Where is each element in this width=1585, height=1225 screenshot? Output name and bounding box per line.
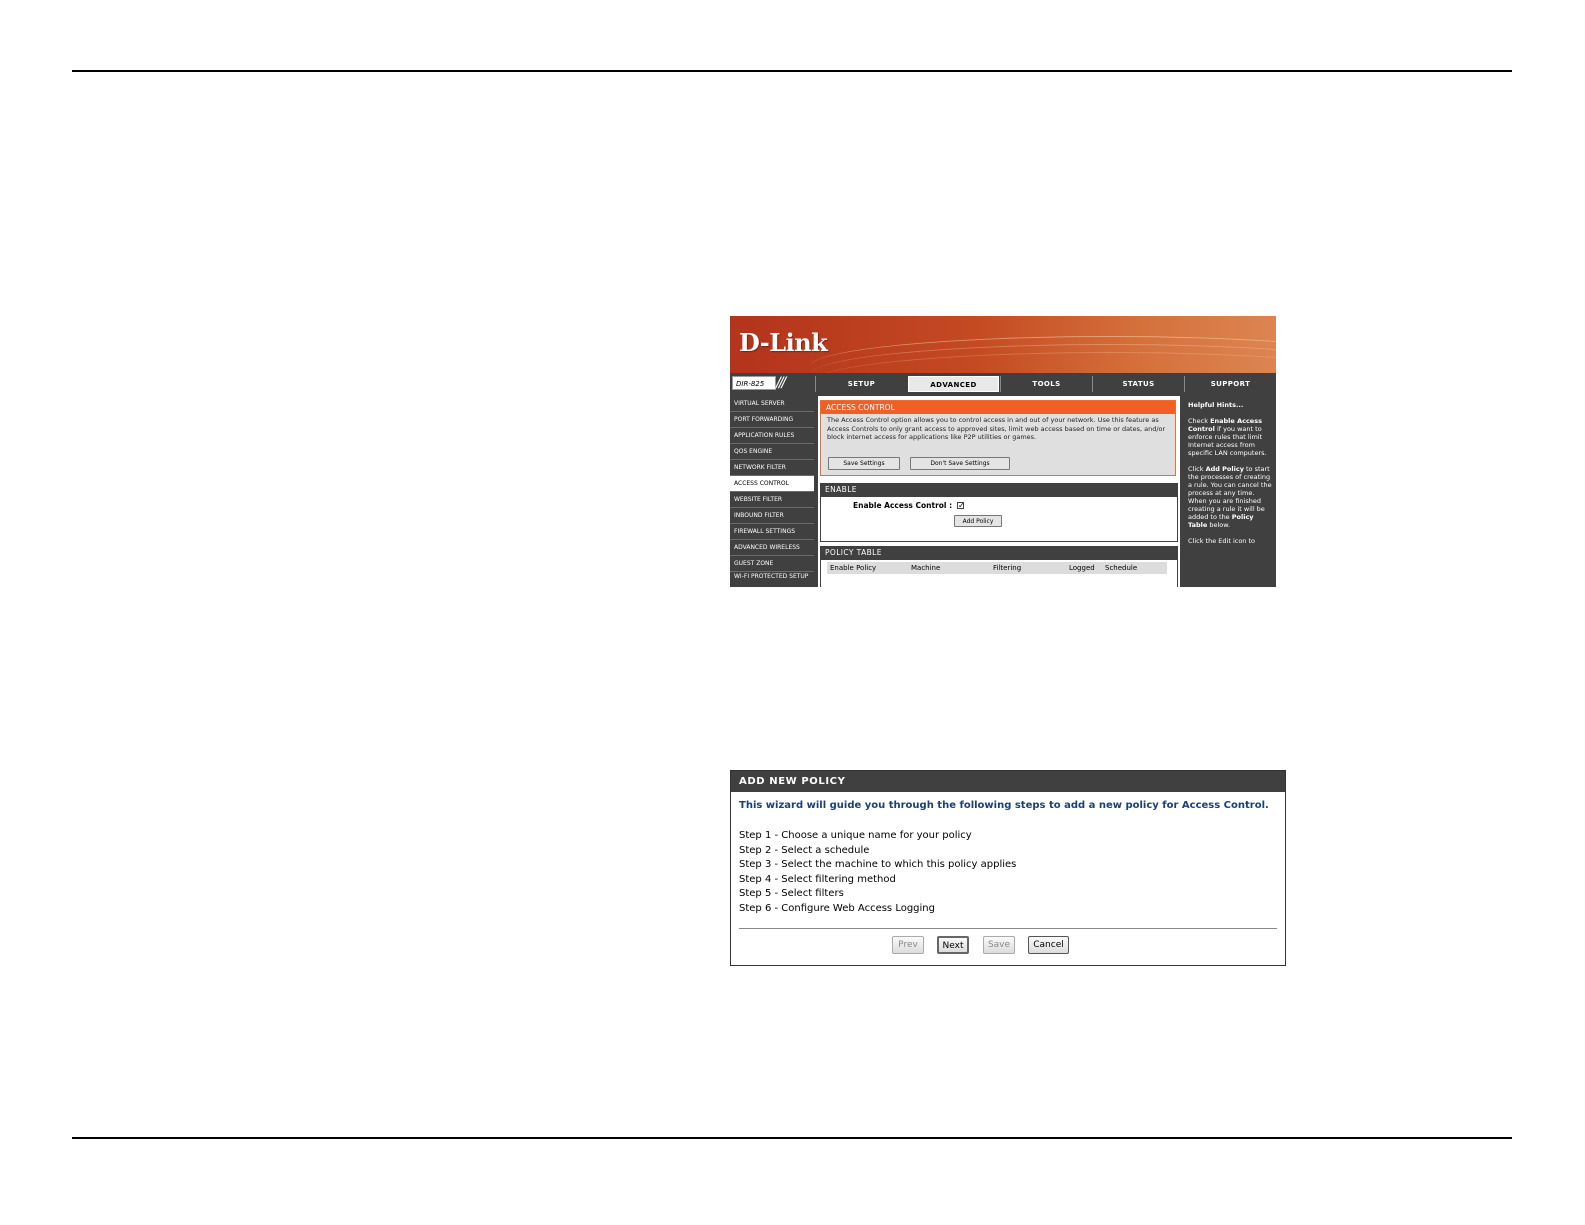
sidebar-item-network-filter[interactable]: NETWORK FILTER	[730, 460, 814, 476]
wizard-steps	[739, 829, 1016, 916]
wizard-step: Step 2 - Select a schedule	[739, 844, 870, 856]
sidebar-item-firewall-settings[interactable]: FIREWALL SETTINGS	[730, 524, 814, 540]
tab-tools[interactable]: TOOLS	[1000, 376, 1092, 392]
sidebar-menu	[730, 396, 814, 587]
sidebar-item-inbound-filter[interactable]: INBOUND FILTER	[730, 508, 814, 524]
dlink-logo: D-Link	[739, 328, 828, 357]
wizard-step: Step 1 - Choose a unique name for your policy	[739, 830, 972, 841]
enable-section-title: ENABLE	[820, 483, 1178, 497]
policy-table-section	[820, 560, 1178, 587]
sidebar-item-port-forwarding[interactable]: PORT FORWARDING	[730, 412, 814, 428]
next-button[interactable]: Next	[937, 936, 969, 954]
hints-title: Helpful Hints...	[1188, 401, 1244, 409]
sidebar-item-wifi-protected-setup[interactable]: WI-FI PROTECTED SETUP	[730, 572, 814, 587]
col-filtering: Filtering	[993, 564, 1022, 572]
save-settings-button[interactable]: Save Settings	[828, 457, 900, 470]
bottom-rule	[72, 1137, 1512, 1139]
access-control-title: ACCESS CONTROL	[821, 401, 1175, 414]
tab-support[interactable]: SUPPORT	[1184, 376, 1276, 392]
sidebar-item-guest-zone[interactable]: GUEST ZONE	[730, 556, 814, 572]
wizard-step: Step 3 - Select the machine to which this policy applies	[739, 859, 1017, 870]
enable-access-control-checkbox[interactable]: ✓	[958, 501, 965, 510]
tab-advanced[interactable]: ADVANCED	[908, 376, 999, 392]
access-control-section	[820, 400, 1176, 476]
col-logged: Logged	[1069, 564, 1095, 572]
add-new-policy-wizard	[730, 770, 1286, 966]
wizard-step: Step 5 - Select filters	[739, 888, 844, 899]
wizard-intro: This wizard will guide you through the following steps to add a new policy for Access Control.	[739, 800, 1269, 811]
policy-table-header	[827, 562, 1167, 574]
save-button[interactable]: Save	[983, 936, 1015, 954]
col-schedule: Schedule	[1105, 564, 1138, 572]
sidebar-item-application-rules[interactable]: APPLICATION RULES	[730, 428, 814, 444]
add-policy-button[interactable]: Add Policy	[954, 515, 1002, 527]
sidebar-item-access-control[interactable]: ACCESS CONTROL	[730, 476, 814, 492]
dlink-banner	[730, 316, 1276, 373]
wizard-step: Step 6 - Configure Web Access Logging	[739, 902, 935, 914]
model-slashes: ///	[776, 375, 785, 391]
tab-setup[interactable]: SETUP	[815, 376, 907, 392]
top-rule	[72, 70, 1512, 72]
prev-button[interactable]: Prev	[892, 936, 924, 954]
enable-section	[820, 497, 1178, 542]
sidebar-item-qos-engine[interactable]: QOS ENGINE	[730, 444, 814, 460]
sidebar-item-advanced-wireless[interactable]: ADVANCED WIRELESS	[730, 540, 814, 556]
sidebar-item-website-filter[interactable]: WEBSITE FILTER	[730, 492, 814, 508]
hint-enable-access-control: Check Enable Access Control if you want to enforce rules that limit Internet access from specific LAN computers.	[1188, 417, 1267, 457]
tab-status[interactable]: STATUS	[1092, 376, 1184, 392]
top-nav	[730, 374, 1276, 394]
col-enable-policy: Enable Policy	[830, 564, 877, 572]
model-label: DIR-825	[732, 376, 776, 390]
wizard-divider	[739, 928, 1277, 929]
main-content	[818, 396, 1180, 587]
hint-add-policy: Click Add Policy to start the processes of creating a rule. You can cancel the process at any time. When you are finished creating a rule it will be added to the Policy Table below.	[1188, 465, 1272, 529]
router-access-control-screenshot	[730, 316, 1276, 587]
access-control-description: The Access Control option allows you to control access in and out of your network. Use this feature as Access Controls to only grant access to approved sites, limit web access based on time or dates, and/or block internet access for applications like P2P utilities or games.	[827, 416, 1166, 441]
hint-edit: Click the Edit icon to	[1188, 537, 1256, 545]
sidebar-item-virtual-server[interactable]: VIRTUAL SERVER	[730, 396, 814, 412]
dont-save-settings-button[interactable]: Don't Save Settings	[910, 457, 1010, 470]
col-machine: Machine	[911, 564, 941, 572]
cancel-button[interactable]: Cancel	[1028, 936, 1069, 954]
wizard-title: ADD NEW POLICY	[731, 771, 1285, 792]
policy-table-title: POLICY TABLE	[820, 546, 1178, 560]
helpful-hints-panel	[1184, 396, 1276, 587]
enable-access-control-label: Enable Access Control :	[853, 501, 953, 510]
wizard-step: Step 4 - Select filtering method	[739, 873, 896, 885]
